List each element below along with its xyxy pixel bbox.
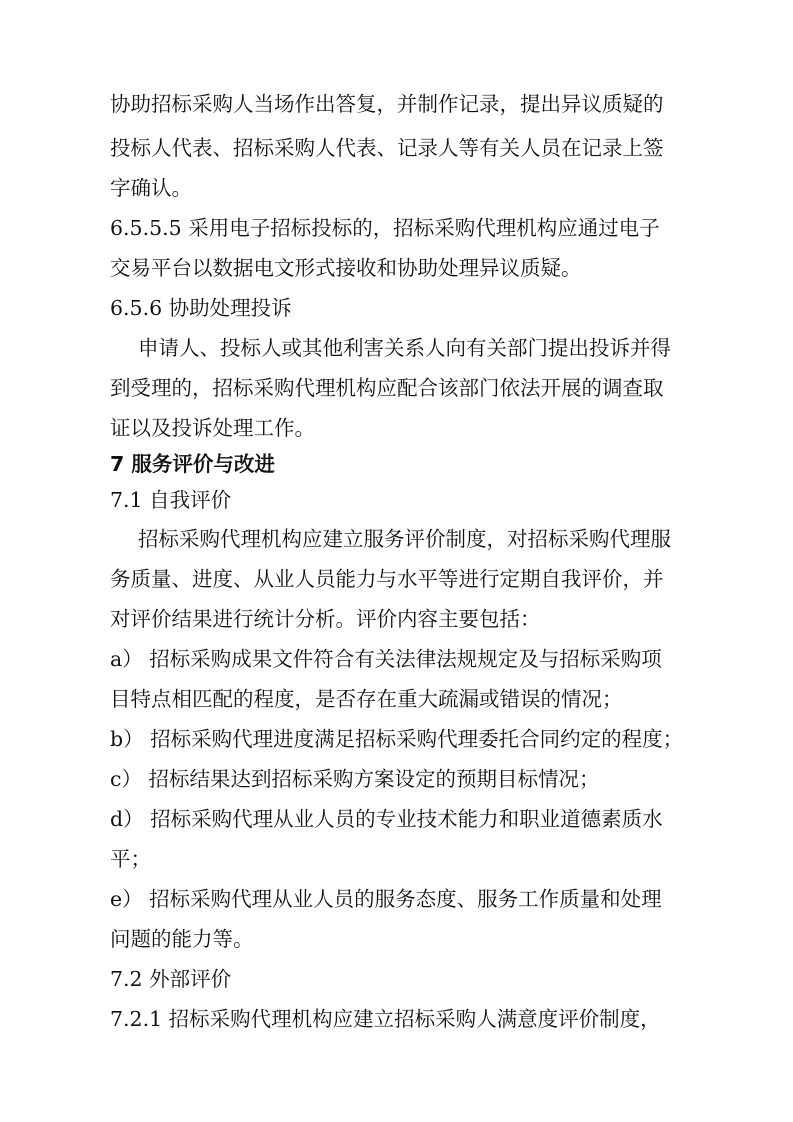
section-number-line: 7.2.1 招标采购代理机构应建立招标采购人满意度评价制度， [110, 1007, 661, 1031]
paragraph-line: 协助招标采购人当场作出答复，并制作记录，提出异议质疑的 [110, 92, 664, 116]
section-number-line: 6.5.5.5 采用电子招标投标的，招标采购代理机构应通过电子 [110, 216, 660, 240]
subsection-heading: 6.5.6 协助处理投诉 [110, 296, 292, 320]
list-item: a） 招标采购成果文件符合有关法律法规规定及与招标采购项 [110, 647, 662, 671]
paragraph-line: 投标人代表、招标采购人代表、记录人等有关人员在记录上签 [110, 136, 664, 160]
paragraph-line: 到受理的，招标采购代理机构应配合该部门依法开展的调查取 [110, 376, 664, 400]
paragraph-line: 招标采购代理机构应建立服务评价制度，对招标采购代理服 [138, 527, 671, 551]
list-item: b） 招标采购代理进度满足招标采购代理委托合同约定的程度； [110, 727, 684, 751]
list-item: c） 招标结果达到招标采购方案设定的预期目标情况； [110, 767, 600, 791]
list-item: e） 招标采购代理从业人员的服务态度、服务工作质量和处理 [110, 887, 662, 911]
list-item-continuation: 目特点相匹配的程度，是否存在重大疏漏或错误的情况； [110, 687, 623, 711]
list-item-continuation: 平； [110, 847, 151, 871]
paragraph-line: 交易平台以数据电文形式接收和协助处理异议质疑。 [110, 256, 582, 280]
paragraph-line: 务质量、进度、从业人员能力与水平等进行定期自我评价，并 [110, 567, 664, 591]
paragraph-line: 字确认。 [110, 176, 192, 200]
paragraph-line: 证以及投诉处理工作。 [110, 416, 315, 440]
paragraph-line: 申请人、投标人或其他利害关系人向有关部门提出投诉并得 [138, 336, 671, 360]
chapter-heading: 7 服务评价与改进 [110, 452, 275, 476]
section-heading: 7.1 自我评价 [110, 488, 232, 512]
list-item: d） 招标采购代理从业人员的专业技术能力和职业道德素质水 [110, 807, 663, 831]
paragraph-line: 对评价结果进行统计分析。评价内容主要包括： [110, 607, 541, 631]
section-heading: 7.2 外部评价 [110, 967, 232, 991]
list-item-continuation: 问题的能力等。 [110, 927, 254, 951]
